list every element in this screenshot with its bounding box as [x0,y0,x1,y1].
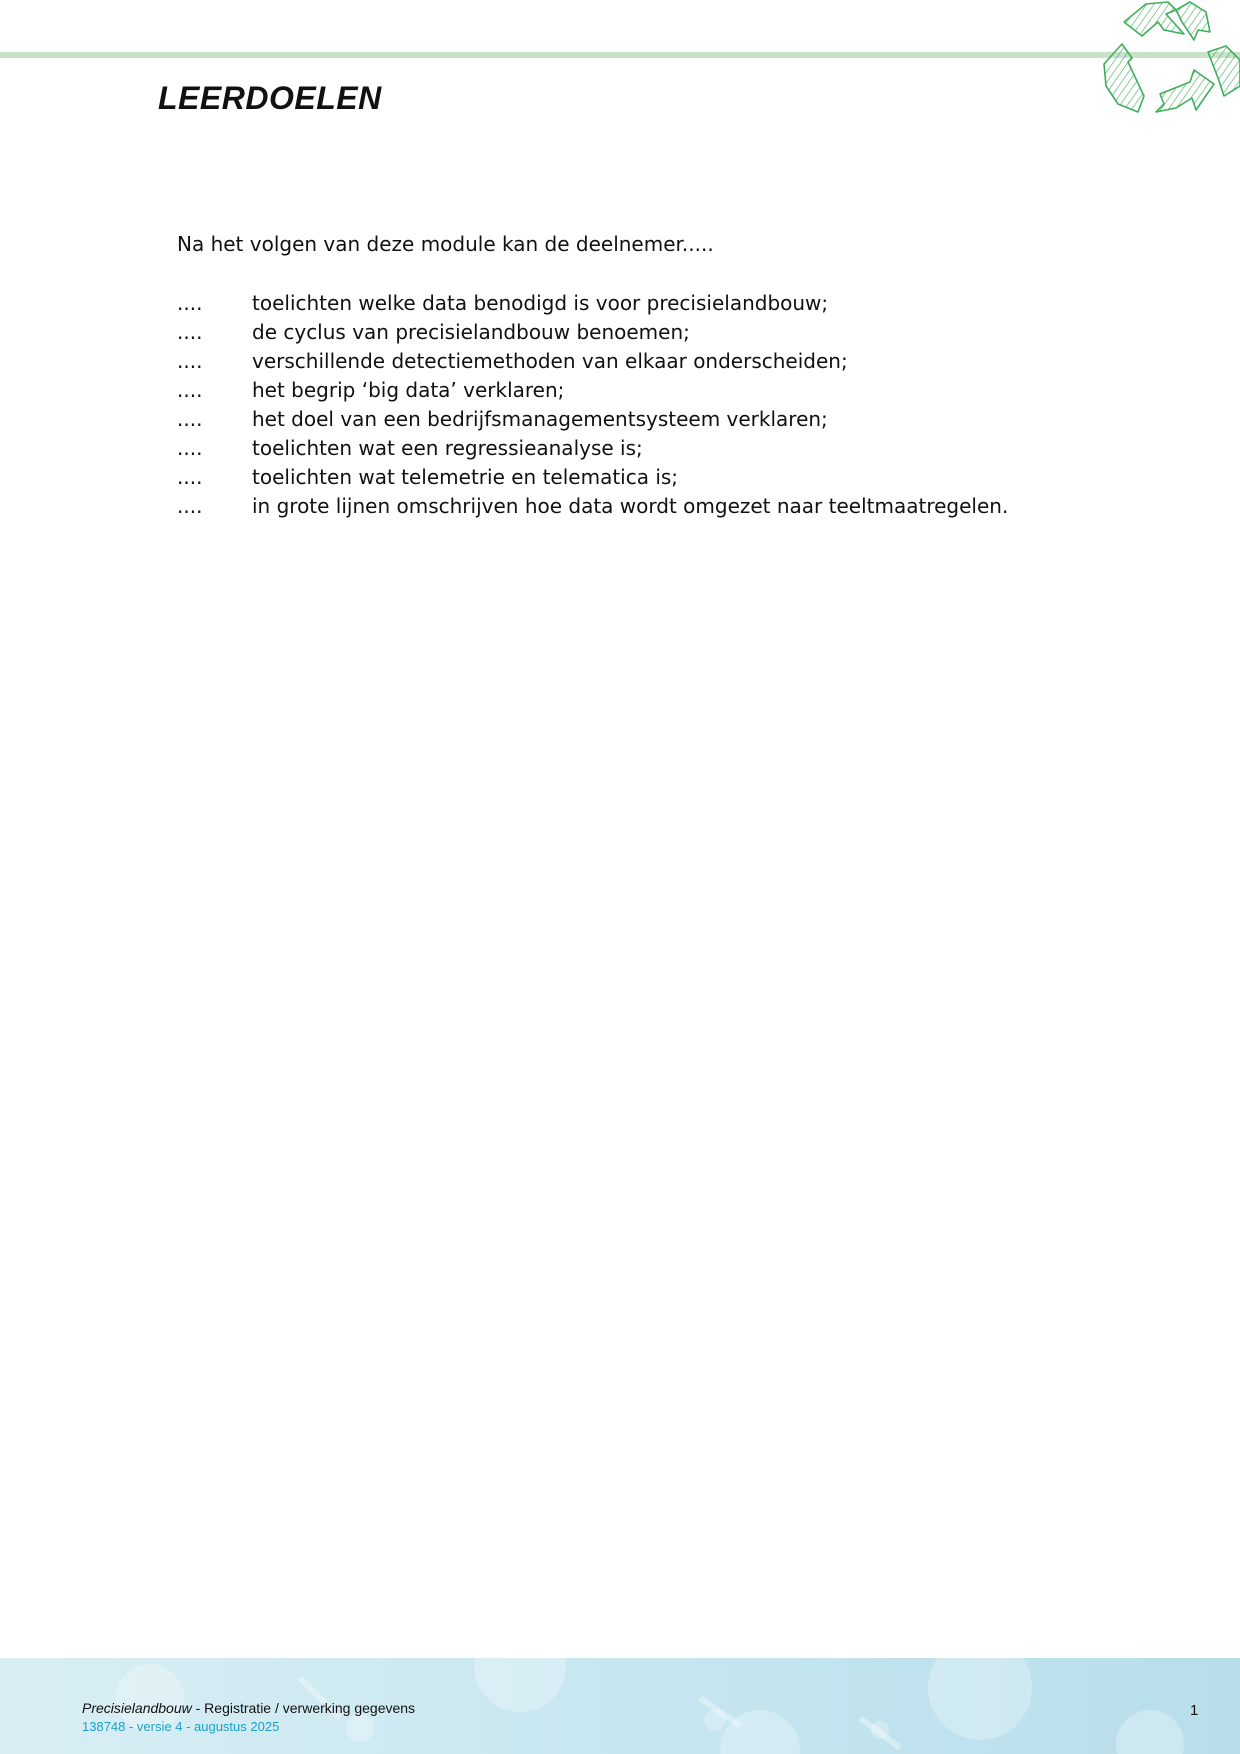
page-number: 1 [1190,1702,1199,1719]
list-item [177,317,1077,346]
list-marker: .... [177,435,203,460]
footer-course-subtitle: - Registratie / verwerking gegevens [191,1700,416,1716]
footer-version: 138748 - versie 4 - augustus 2025 [82,1719,280,1734]
list-item-text: in grote lijnen omschrijven hoe data wordt omgezet naar teeltmaatregelen. [252,493,1009,518]
list-item-text: het doel van een bedrijfsmanagementsysteem verklaren; [252,406,828,431]
list-marker: .... [177,319,203,344]
list-item-text: verschillende detectiemethoden van elkaar onderscheiden; [252,348,848,373]
list-item [177,346,1077,375]
list-marker: .... [177,290,203,315]
learning-goals-list [177,288,1077,520]
list-item [177,375,1077,404]
list-marker: .... [177,348,203,373]
footer-course-name: Precisielandbouw [82,1700,192,1716]
footer-document-title [82,1700,415,1716]
list-marker: .... [177,464,203,489]
header-rule [0,52,1240,58]
list-item-text: toelichten wat telemetrie en telematica is; [252,464,679,489]
list-marker: .... [177,493,203,518]
list-item [177,491,1077,520]
recycle-icon [1098,0,1240,120]
list-item [177,404,1077,433]
list-item-text: de cyclus van precisielandbouw benoemen; [252,319,690,344]
list-item-text: het begrip ‘big data’ verklaren; [252,377,565,402]
list-marker: .... [177,377,203,402]
list-item-text: toelichten welke data benodigd is voor precisielandbouw; [252,290,829,315]
list-item-text: toelichten wat een regressieanalyse is; [252,435,643,460]
page-footer [0,1658,1240,1754]
list-item [177,433,1077,462]
intro-text: Na het volgen van deze module kan de deelnemer..... [177,232,714,256]
page-title: LEERDOELEN [158,80,382,116]
list-item [177,462,1077,491]
list-marker: .... [177,406,203,431]
list-item [177,288,1077,317]
